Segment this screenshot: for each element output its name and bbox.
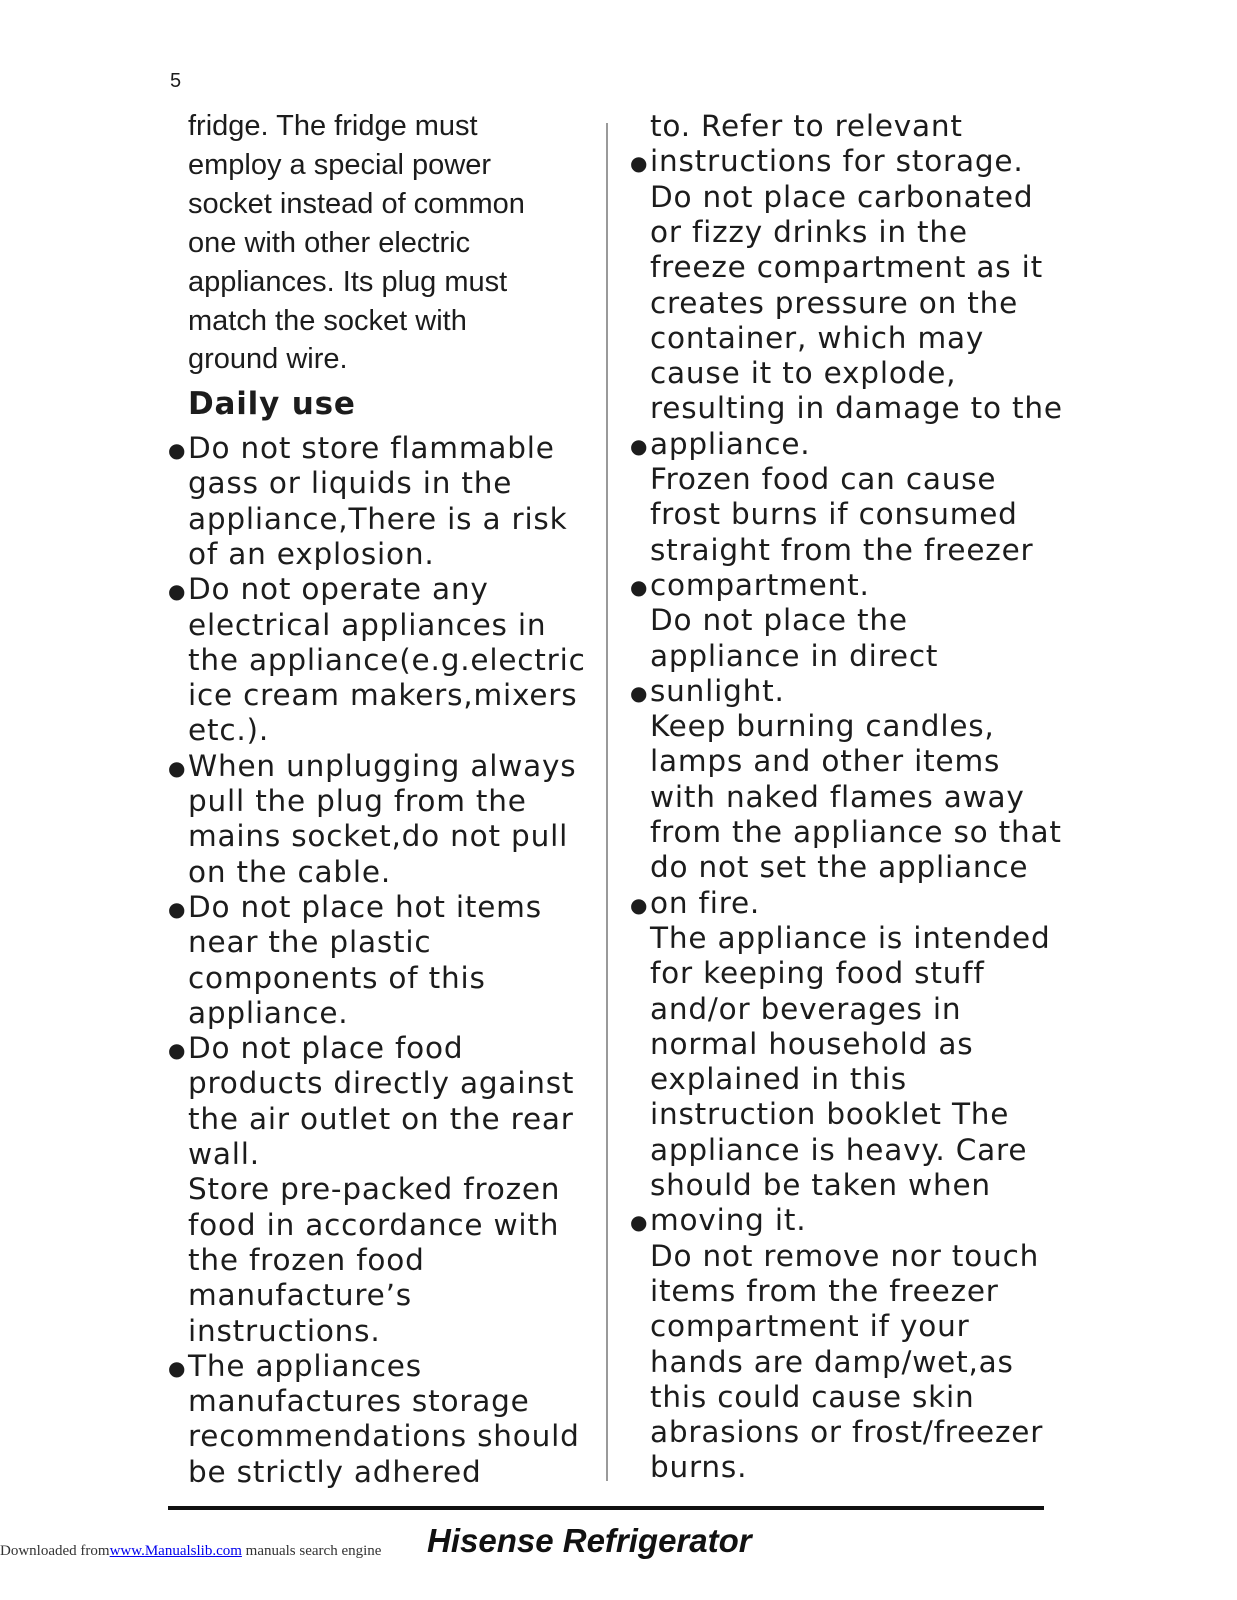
body-text-line: recommendations should — [188, 1419, 580, 1454]
body-text-line: Do not place food — [188, 1031, 464, 1066]
bullet-icon: ● — [630, 574, 648, 599]
body-text-line: should be taken when — [650, 1168, 991, 1202]
body-text-line: resulting in damage to the — [650, 391, 1063, 426]
body-text-line: Do not place carbonated — [650, 179, 1034, 214]
body-text-line: Do not place the — [650, 603, 908, 638]
body-text-line: hands are damp/wet,as — [650, 1344, 1014, 1379]
body-text-line: the appliance(e.g.electric — [188, 642, 586, 677]
body-text-line: sunlight. — [650, 673, 785, 708]
body-text-line: container, which may — [650, 320, 985, 355]
bullet-icon: ● — [630, 892, 648, 917]
manualslib-link[interactable]: www.Manualslib.com — [109, 1543, 242, 1559]
body-text-line: compartment if your — [650, 1309, 970, 1344]
body-text-line: appliance is heavy. Care — [650, 1132, 1028, 1167]
bullet-icon: ● — [168, 755, 186, 780]
body-text-line: gass or liquids in the — [188, 466, 513, 501]
body-text-line: for keeping food stuff — [650, 956, 985, 991]
intro-text-line: match the socket with — [188, 304, 467, 337]
brand-title: Hisense Refrigerator — [427, 1522, 752, 1559]
body-text-line: When unplugging always — [188, 748, 577, 783]
body-text-line: wall. — [188, 1137, 260, 1171]
body-text-line: or fizzy drinks in the — [650, 214, 968, 249]
body-text-line: be strictly adhered — [188, 1454, 482, 1489]
intro-text-line: fridge. The fridge must — [188, 110, 478, 142]
body-text-line: on the cable. — [188, 854, 392, 889]
body-text-line: food in accordance with — [188, 1207, 560, 1242]
bullet-icon: ● — [168, 1355, 186, 1380]
footer-rule — [168, 1506, 1044, 1510]
section-heading: Daily use — [188, 386, 356, 422]
body-text-line: instructions. — [188, 1313, 381, 1348]
body-text-line: The appliances — [188, 1348, 422, 1383]
body-text-line: products directly against — [188, 1066, 575, 1101]
body-text-line: Store pre-packed frozen — [188, 1172, 561, 1207]
bullet-icon: ● — [630, 680, 648, 705]
body-text-line: of an explosion. — [188, 536, 435, 571]
body-text-line: near the plastic — [188, 925, 432, 960]
column-divider — [606, 123, 608, 1481]
download-prefix: Downloaded from — [0, 1543, 110, 1559]
body-text-line: from the appliance so that — [650, 815, 1062, 849]
body-text-line: abrasions or frost/freezer — [650, 1415, 1044, 1450]
body-text-line: electrical appliances in — [188, 607, 547, 642]
body-text-line: explained in this — [650, 1062, 907, 1097]
body-text-line: mains socket,do not pull — [188, 819, 569, 854]
intro-text-line: one with other electric — [188, 226, 471, 259]
body-text-line: instructions for storage. — [650, 144, 1024, 179]
body-text-line: moving it. — [650, 1203, 807, 1238]
intro-text-line: ground wire. — [188, 343, 348, 376]
body-text-line: cause it to explode, — [650, 356, 957, 391]
intro-text-line: employ a special power — [188, 148, 492, 181]
bullet-icon: ● — [168, 579, 186, 604]
intro-text-line: appliances. Its plug must — [188, 265, 508, 298]
body-text-line: Do not operate any — [188, 572, 489, 607]
body-text-line: this could cause skin — [650, 1379, 975, 1414]
page-number: 5 — [170, 70, 182, 92]
bullet-icon: ● — [168, 1038, 186, 1063]
body-text-line: straight from the freezer — [650, 532, 1034, 567]
body-text-line: the frozen food — [188, 1242, 425, 1277]
body-text-line: creates pressure on the — [650, 285, 1019, 320]
body-text-line: frost burns if consumed — [650, 497, 1018, 532]
download-tagline: manuals search engine — [241, 1543, 382, 1559]
body-text-line: manufacture’s — [188, 1278, 412, 1313]
body-text-line: freeze compartment as it — [650, 250, 1043, 285]
body-text-line: manufactures storage — [188, 1384, 530, 1419]
body-text-line: to. Refer to relevant — [650, 109, 963, 143]
body-text-line: pull the plug from the — [188, 784, 527, 818]
body-text-line: components of this — [188, 960, 486, 995]
body-text-line: and/or beverages in — [650, 991, 962, 1026]
body-text-line: Do not place hot items — [188, 889, 542, 924]
body-text-line: compartment. — [650, 567, 870, 602]
body-text-line: the air outlet on the rear — [188, 1101, 574, 1136]
body-text-line: appliance,There is a risk — [188, 501, 568, 536]
body-text-line: normal household as — [650, 1026, 974, 1061]
body-text-line: burns. — [650, 1450, 748, 1485]
bullet-icon: ● — [630, 151, 648, 176]
body-text-line: etc.). — [188, 713, 269, 748]
body-text-line: Do not store flammable — [188, 431, 555, 465]
body-text-line: with naked flames away — [650, 779, 1025, 814]
body-text-line: instruction booklet The — [650, 1097, 1010, 1132]
bullet-icon: ● — [630, 433, 648, 458]
body-text-line: Keep burning candles, — [650, 709, 995, 744]
body-text-line: Frozen food can cause — [650, 462, 997, 496]
body-text-line: do not set the appliance — [650, 850, 1029, 885]
body-text-line: Do not remove nor touch — [650, 1238, 1040, 1273]
intro-text-line: socket instead of common — [188, 187, 525, 220]
body-text-line: on fire. — [650, 885, 761, 920]
body-text-line: items from the freezer — [650, 1273, 999, 1308]
footer-download-note — [0, 1543, 381, 1560]
body-text-line: appliance in direct — [650, 638, 939, 673]
body-text-line: lamps and other items — [650, 744, 1001, 779]
bullet-icon: ● — [168, 896, 186, 921]
body-text-line: appliance. — [188, 995, 349, 1030]
body-text-line: The appliance is intended — [650, 920, 1051, 955]
bullet-icon: ● — [630, 1210, 648, 1235]
bullet-icon: ● — [168, 438, 186, 462]
body-text-line: appliance. — [650, 426, 811, 461]
body-text-line: ice cream makers,mixers — [188, 678, 578, 713]
